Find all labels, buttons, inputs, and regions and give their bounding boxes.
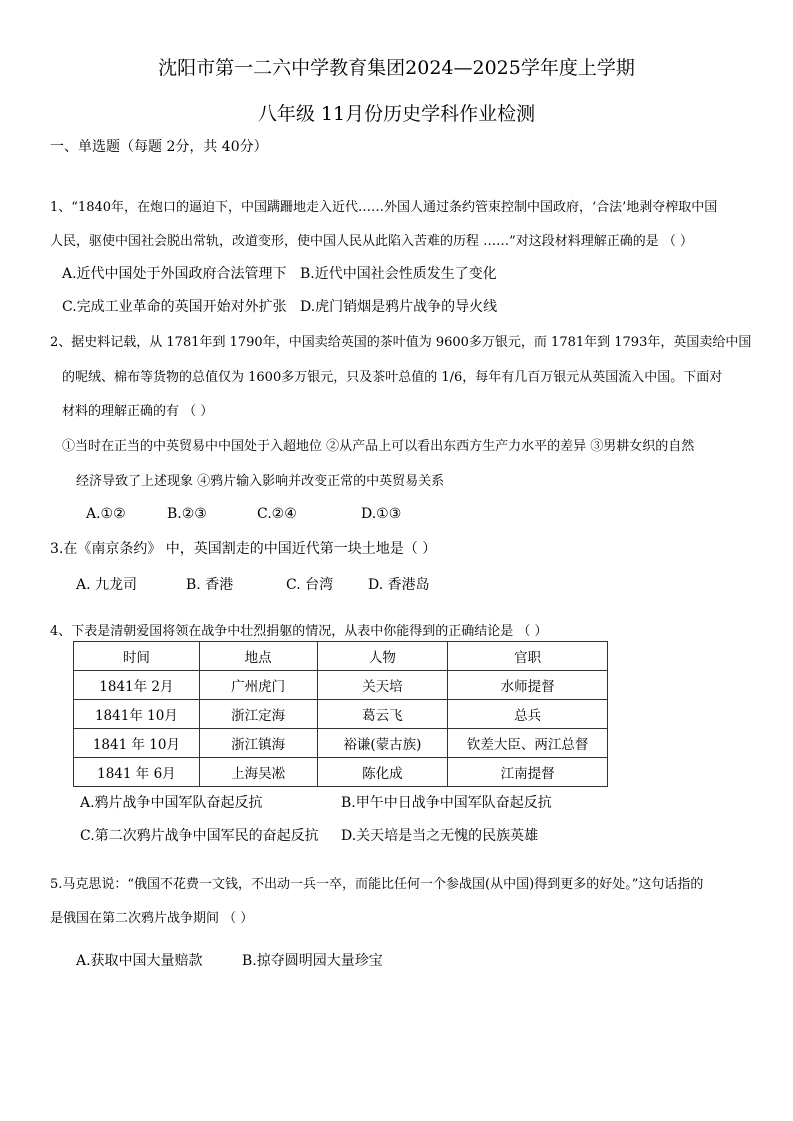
table-header-row <box>74 642 608 671</box>
q2-option-b: B.②③ <box>167 506 207 522</box>
q3-option-b: B. 香港 <box>186 577 234 593</box>
q2-stem-line1: 2、据史料记载，从 1781年到 1790年，中国卖给英国的茶叶值为 9600多万银元，而 1781年到 1793年，英国卖给中国 <box>50 335 752 350</box>
table-header-cell: 地点 <box>199 642 317 671</box>
table-cell: 关天培 <box>317 671 448 700</box>
q1-option-b: B.近代中国社会性质发生了变化 <box>300 266 497 282</box>
table-cell: 1841年 2月 <box>74 671 200 700</box>
q3-option-a: A. 九龙司 <box>76 577 138 593</box>
table-header-cell: 时间 <box>74 642 200 671</box>
q2-option-a: A.①② <box>86 506 126 522</box>
exam-title-line2: 八年级 11月份历史学科作业检测 <box>257 103 536 125</box>
table-cell: 陈化成 <box>317 758 448 787</box>
table-cell: 浙江定海 <box>199 700 317 729</box>
table-cell: 水师提督 <box>448 671 608 700</box>
generals-table <box>73 641 608 787</box>
table-cell: 1841年 10月 <box>74 700 200 729</box>
table-cell: 总兵 <box>448 700 608 729</box>
q2-stem-line2: 的呢绒、棉布等货物的总值仅为 1600多万银元，只及茶叶总值的 1/6，每年有几百万银元从英国流入中国。下面对 <box>62 370 723 385</box>
table-cell: 浙江镇海 <box>199 729 317 758</box>
q5-option-b: B.掠夺圆明园大量珍宝 <box>242 953 383 969</box>
table-cell: 裕谦(蒙古族) <box>317 729 448 758</box>
q4-option-a: A.鸦片战争中国军队奋起反抗 <box>80 795 263 811</box>
q3-option-c: C. 台湾 <box>286 577 334 593</box>
q2-stem-line3: 材料的理解正确的有 （ ） <box>62 404 214 419</box>
table-header-cell: 人物 <box>317 642 448 671</box>
q3-option-d: D. 香港岛 <box>368 577 430 593</box>
table-cell: 上海吴凇 <box>199 758 317 787</box>
q5-stem-line2: 是俄国在第二次鸦片战争期间 （ ） <box>50 911 254 926</box>
table-cell: 1841 年 10月 <box>74 729 200 758</box>
q5-stem-line1: 5.马克思说：“俄国不花费一文钱，不出动一兵一卒，而能比任何一个参战国(从中国)得到更多的好处。”这句话指的 <box>50 877 704 892</box>
q2-option-c: C.②④ <box>257 506 297 522</box>
section-heading: 一、单选题（每题 2分，共 40分） <box>50 139 268 155</box>
q2-statements-line2: 经济导致了上述现象 ④鸦片输入影响并改变正常的中英贸易关系 <box>76 474 445 489</box>
q4-option-b: B.甲午中日战争中国军队奋起反抗 <box>341 795 552 811</box>
table-row <box>74 671 608 700</box>
exam-title-line1: 沈阳市第一二六中学教育集团2024—2025学年度上学期 <box>158 57 635 79</box>
q4-stem: 4、下表是清朝爱国将领在战争中壮烈捐躯的情况，从表中你能得到的正确结论是 （ ） <box>50 624 548 639</box>
q4-option-d: D.关天培是当之无愧的民族英雄 <box>341 828 539 844</box>
q2-option-d: D.①③ <box>361 506 402 522</box>
table-cell: 江南提督 <box>448 758 608 787</box>
q3-stem: 3.在《南京条约》 中，英国割走的中国近代第一块土地是（ ） <box>50 541 437 557</box>
table-cell: 葛云飞 <box>317 700 448 729</box>
q1-stem-line2: 人民，驱使中国社会脱出常轨，改道变形，使中国人民从此陷入苦难的历程 ……”对这段材料理解正确的是 （ ） <box>50 234 694 249</box>
q2-statements-line1: ①当时在正当的中英贸易中中国处于入超地位 ②从产品上可以看出东西方生产力水平的差异 ③男耕女织的自然 <box>62 439 695 454</box>
q5-option-a: A.获取中国大量赔款 <box>76 953 203 969</box>
table-header-cell: 官职 <box>448 642 608 671</box>
table-row <box>74 729 608 758</box>
q1-stem-line1: 1、“1840年，在炮口的逼迫下，中国蹒跚地走入近代……外国人通过条约管束控制中国政府，‘合法’地剥夺榨取中国 <box>50 200 718 215</box>
table-cell: 钦差大臣、两江总督 <box>448 729 608 758</box>
table-row <box>74 700 608 729</box>
table-row <box>74 758 608 787</box>
q1-option-d: D.虎门销烟是鸦片战争的导火线 <box>300 299 498 315</box>
q4-option-c: C.第二次鸦片战争中国军民的奋起反抗 <box>80 828 319 844</box>
q1-option-a: A.近代中国处于外国政府合法管理下 <box>62 266 287 282</box>
q1-option-c: C.完成工业革命的英国开始对外扩张 <box>62 299 287 315</box>
table-cell: 1841 年 6月 <box>74 758 200 787</box>
table-cell: 广州虎门 <box>199 671 317 700</box>
